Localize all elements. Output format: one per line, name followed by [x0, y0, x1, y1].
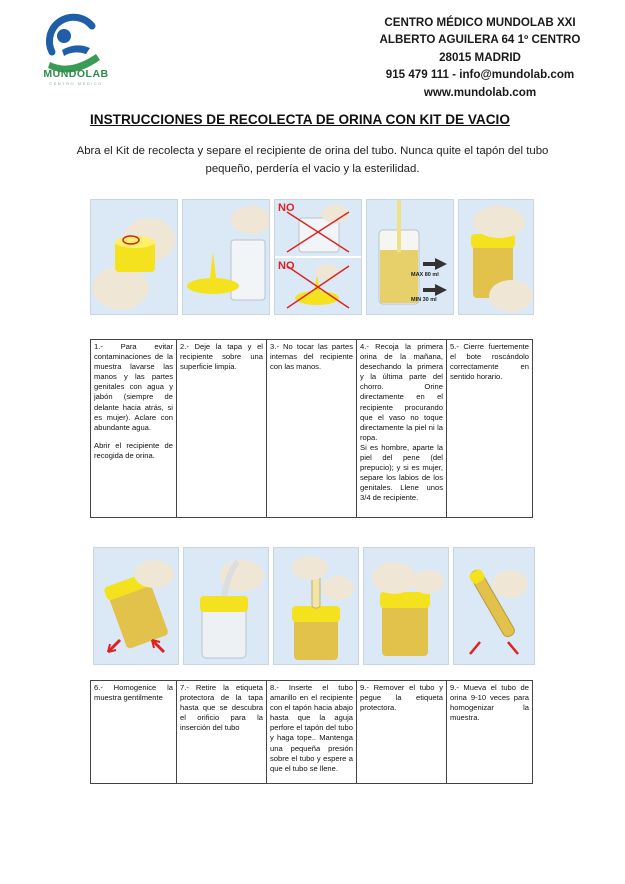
- photo-row-1: [90, 199, 534, 315]
- step-5-text: 5.- Cierre fuertemente el bote roscándolo correctamente en sentido horario.: [450, 342, 529, 382]
- min-label: MIN 30 ml: [411, 297, 437, 303]
- step-4-cell: [357, 340, 447, 518]
- step-3-text: 3.- No tocar las partes internas del recipiente con las manos.: [270, 342, 353, 372]
- clinic-header: [285, 14, 585, 101]
- max-label: MAX 80 ml: [411, 272, 439, 278]
- photo-step-7: [183, 547, 269, 665]
- photo-step-2: [182, 199, 270, 315]
- photo-step-9: [363, 547, 449, 665]
- step-5-cell: [447, 340, 533, 518]
- photo-step-10: [453, 547, 535, 665]
- step-7-cell: [177, 681, 267, 784]
- step-7-text: 7.- Retire la etiqueta protectora de la tapa hasta que se descubra el orificio para la inserción del tubo: [180, 683, 263, 733]
- step-9-text: 9.- Remover el tubo y pegue la etiqueta protectora.: [360, 683, 443, 713]
- step-8-text: 8.- Inserte el tubo amarillo en el recipiente con el tapón hacia abajo hasta que la aguja perfore el tapón del tubo y haga tope.. Mantenga una pequeña presión sobre el tubo y espere a que el tubo se llene.: [270, 683, 353, 773]
- no-label-top: NO: [278, 202, 295, 214]
- step-2-cell: [177, 340, 267, 518]
- intro-text: Abra el Kit de recolecta y separe el recipiente de orina del tubo. Nunca quite el tapón del tubo pequeño, perdería el vacio y la esterilidad.: [76, 145, 549, 175]
- step-4-text-extra: Si es hombre, aparte la piel del pene (del prepucio); y si es mujer, separe los labios de los genitales. Llene unos 3/4 de recipiente.: [360, 442, 443, 503]
- photo-step-4: [366, 199, 454, 315]
- steps-table-2: [90, 680, 533, 784]
- photo-step-3: [274, 199, 362, 315]
- step-6-text: 6.- Homogenice la muestra gentilmente: [94, 683, 173, 703]
- clinic-city: 28015 MADRID: [439, 50, 521, 64]
- clinic-website: www.mundolab.com: [423, 85, 537, 99]
- photo-step-6: [93, 547, 179, 665]
- step-10-text: 9.- Mueva el tubo de orina 9-10 veces para homogenizar la muestra.: [450, 683, 529, 723]
- step-1-text-extra: Abrir el recipiente de recogida de orina.: [94, 440, 173, 460]
- photo-step-8: [273, 547, 359, 665]
- step-2-text: 2.- Deje la tapa y el recipiente sobre una superficie limpia.: [180, 342, 263, 372]
- no-label-bottom: NO: [278, 260, 295, 272]
- page-title: INSTRUCCIONES DE RECOLECTA DE ORINA CON KIT DE VACIO: [90, 112, 510, 127]
- logo-subtitle: CENTRO MÉDICO: [49, 81, 103, 86]
- step-1-cell: [91, 340, 177, 518]
- step-6-cell: [91, 681, 177, 784]
- photo-step-1: [90, 199, 178, 315]
- steps-table-1: [90, 339, 533, 518]
- logo-name: MUNDOLAB: [43, 68, 109, 80]
- step-9-cell: [357, 681, 447, 784]
- step-10-cell: [447, 681, 533, 784]
- clinic-address: ALBERTO AGUILERA 64 1º CENTRO: [379, 33, 581, 47]
- step-1-text: 1.- Para evitar contaminaciones de la muestra lavarse las manos y las partes genitales con agua y jabón (siempre de delante hacia atrás, si es mujer). Aclare con abundante agua.: [94, 342, 173, 432]
- clinic-contact: 915 479 111 - info@mundolab.com: [385, 68, 575, 82]
- photo-row-2: [93, 547, 535, 665]
- step-4-text: 4.- Recoja la primera orina de la mañana, desechando la primera y la última parte del chorro. Orine directamente en el recipiente procurando que el vaso no toque directamente la piel ni la ropa.: [360, 342, 443, 442]
- photo-step-5: [458, 199, 534, 315]
- step-3-cell: [267, 340, 357, 518]
- clinic-name: CENTRO MÉDICO MUNDOLAB XXI: [384, 16, 576, 29]
- step-8-cell: [267, 681, 357, 784]
